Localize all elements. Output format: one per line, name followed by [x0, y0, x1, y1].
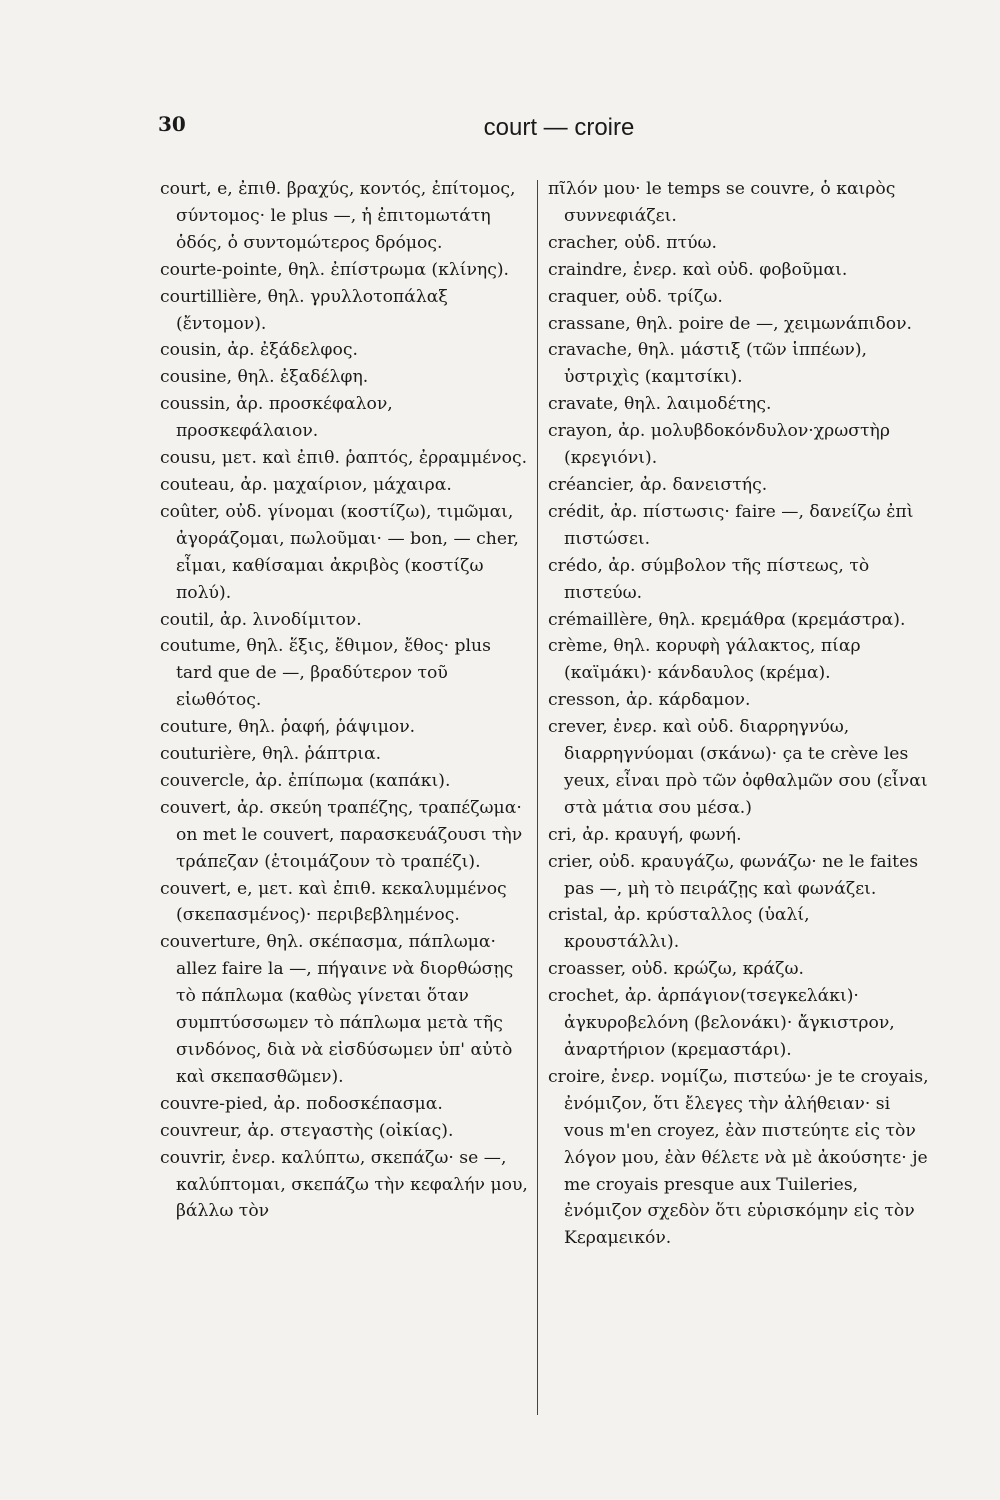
dictionary-entry: crochet, ἀρ. ἁρπάγιον(τσεγκελάκι)· ἀγκυροβελόνη (βελονάκι)· ἄγκιστρον, ἀναρτήριον (κρεμαστάρι).	[548, 986, 895, 1060]
dictionary-entry: courtillière, θηλ. γρυλλοτοπάλαξ (ἔντομον).	[160, 286, 448, 334]
dictionary-entry: crayon, ἀρ. μολυβδοκόνδυλον·χρωστὴρ (κρεγιόνι).	[548, 421, 890, 469]
dictionary-entry: cristal, ἀρ. κρύσταλλος (ὑαλί, κρουστάλλι).	[548, 905, 810, 953]
column-divider	[537, 180, 538, 1415]
dictionary-entry: croasser, οὐδ. κρώζω, κράζω.	[548, 959, 804, 980]
dictionary-entry: croire, ἐνερ. νομίζω, πιστεύω· je te croyais, ἐνόμιζον, ὅτι ἔλεγες τὴν ἀλήθειαν· si vous m'en croyez, ἐὰν πιστεύητε εἰς τὸν λόγον μου, ἐὰν θέλετε νὰ μὲ ἀκούσητε· je me croyais presque aux Tuileries, ἐνόμιζον σχεδὸν ὅτι εὑρισκόμην εἰς τὸν Κεραμεικόν.	[548, 1066, 929, 1249]
dictionary-entry: cracher, οὐδ. πτύω.	[548, 232, 718, 253]
dictionary-entry: créancier, ἀρ. δανειστής.	[548, 474, 768, 495]
dictionary-entry: cousin, ἀρ. ἐξάδελφος.	[160, 340, 358, 361]
dictionary-entry: craquer, οὐδ. τρίζω.	[548, 286, 723, 307]
dictionary-entry: couvert, e, μετ. καὶ ἐπιθ. κεκαλυμμένος (σκεπασμένος)· περιβεβλημένος.	[160, 878, 507, 926]
dictionary-entry: coutil, ἀρ. λινοδίμιτον.	[160, 609, 362, 630]
dictionary-entry: πῖλόν μου· le temps se couvre, ὁ καιρὸς συννεφιάζει.	[548, 179, 896, 226]
dictionary-entry: coutume, θηλ. ἕξις, ἔθιμον, ἔθος· plus tard que de —, βραδύτερον τοῦ εἰωθότος.	[160, 636, 491, 711]
dictionary-entry: crier, οὐδ. κραυγάζω, φωνάζω· ne le faites pas —, μὴ τὸ πειράζῃς καὶ φωνάζει.	[548, 851, 919, 899]
dictionary-entry: cresson, ἀρ. κάρδαμον.	[548, 690, 751, 711]
dictionary-entry: crémaillère, θηλ. κρεμάθρα (κρεμάστρα).	[548, 609, 906, 630]
dictionary-entry: crédit, ἀρ. πίστωσις· faire —, δανείζω ἐπὶ πιστώσει.	[548, 501, 914, 549]
dictionary-entry: couvert, ἀρ. σκεύη τραπέζης, τραπέζωμα· on met le couvert, παρασκευάζουσι τὴν τράπεζαν (ἑτοιμάζουν τὸ τραπέζι).	[160, 797, 523, 872]
dictionary-entry: coûter, οὐδ. γίνομαι (κοστίζω), τιμῶμαι, ἀγοράζομαι, πωλοῦμαι· — bon, — cher, εἶμαι, καθίσαμαι ἀκριβὸς (κοστίζω πολύ).	[160, 501, 519, 603]
left-column	[160, 176, 528, 1446]
dictionary-entry: crever, ἐνερ. καὶ οὐδ. διαρρηγνύω, διαρρηγνύομαι (σκάνω)· ça te crève les yeux, εἶναι πρὸ τῶν ὀφθαλμῶν σου (εἶναι στὰ μάτια σου μέσα.)	[548, 717, 928, 818]
dictionary-entry: crédo, ἀρ. σύμβολον τῆς πίστεως, τὸ πιστεύω.	[548, 555, 870, 603]
dictionary-entry: couteau, ἀρ. μαχαίριον, μάχαιρα.	[160, 474, 452, 495]
dictionary-entry: cri, ἀρ. κραυγή, φωνή.	[548, 824, 742, 845]
dictionary-entry: courte-pointe, θηλ. ἐπίστρωμα (κλίνης).	[160, 259, 510, 280]
dictionary-entry: couture, θηλ. ῥαφή, ῥάψιμον.	[160, 717, 416, 738]
dictionary-entry: cravate, θηλ. λαιμοδέτης.	[548, 394, 772, 415]
right-column	[548, 176, 930, 1446]
dictionary-entry: court, e, ἐπιθ. βραχύς, κοντός, ἐπίτομος, σύντομος· le plus —, ἡ ἐπιτομωτάτη ὁδός, ὁ συντομώτερος δρόμος.	[160, 179, 516, 253]
dictionary-entry: cousine, θηλ. ἐξαδέλφη.	[160, 367, 369, 388]
dictionary-entry: coussin, ἀρ. προσκέφαλον, προσκεφάλαιον.	[160, 394, 393, 442]
page-header	[158, 112, 900, 152]
dictionary-entry: craindre, ἐνερ. καὶ οὐδ. φοβοῦμαι.	[548, 259, 848, 280]
dictionary-entry: crème, θηλ. κορυφὴ γάλακτος, πίαρ (καϊμάκι)· κάνδαυλος (κρέμα).	[548, 636, 861, 684]
page-number: 30	[158, 112, 186, 136]
dictionary-entry: cousu, μετ. καὶ ἐπιθ. ῥαπτός, ἐρραμμένος.	[160, 448, 528, 469]
running-head: court — croire	[483, 114, 635, 141]
dictionary-entry: couvre-pied, ἀρ. ποδοσκέπασμα.	[160, 1093, 443, 1114]
dictionary-entry: couverture, θηλ. σκέπασμα, πάπλωμα· allez faire la —, πήγαινε νὰ διορθώσῃς τὸ πάπλωμα (καθὼς γίνεται ὅταν συμπτύσσωμεν τὸ πάπλωμα μετὰ τῆς σινδόνος, διὰ νὰ εἰσδύσωμεν ὑπ' αὐτὸ καὶ σκεπασθῶμεν).	[160, 932, 514, 1087]
dictionary-entry: couturière, θηλ. ῥάπτρια.	[160, 744, 382, 765]
dictionary-entry: couvrir, ἐνερ. καλύπτω, σκεπάζω· se —, καλύπτομαι, σκεπάζω τὴν κεφαλήν μου, βάλλω τὸν	[160, 1147, 528, 1222]
dictionary-entry: couvercle, ἀρ. ἐπίπωμα (καπάκι).	[160, 770, 451, 791]
dictionary-entry: couvreur, ἀρ. στεγαστὴς (οἰκίας).	[160, 1120, 454, 1141]
dictionary-entry: crassane, θηλ. poire de —, χειμωνάπιδον.	[548, 313, 913, 334]
dictionary-entry: cravache, θηλ. μάστιξ (τῶν ἱππέων), ὑστριχὶς (καμτσίκι).	[548, 340, 868, 388]
